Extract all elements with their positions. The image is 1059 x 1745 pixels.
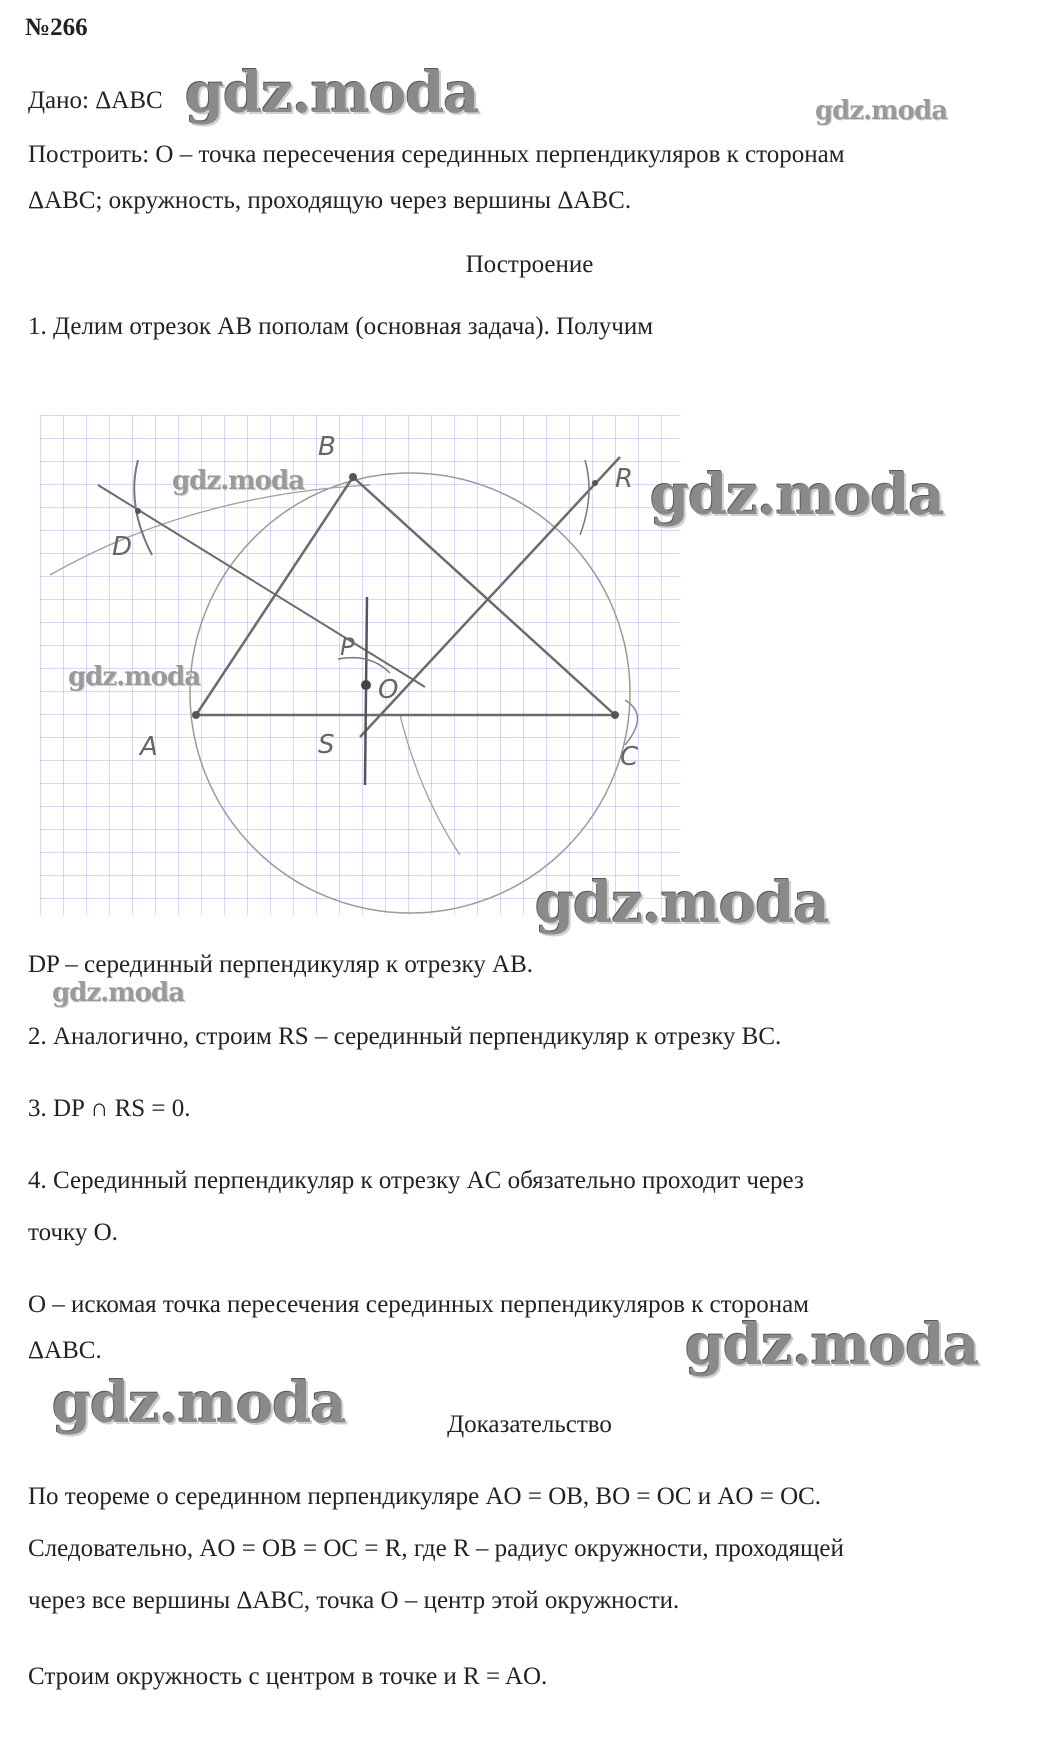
label-c: C [620, 742, 639, 772]
watermark: gdz.moda [815, 96, 948, 126]
point-d [135, 508, 141, 514]
step-2: 2. Аналогично, строим RS – серединный перпендикуляр к отрезку BC. [28, 1023, 782, 1050]
watermark: gdz.moda [52, 978, 185, 1008]
proof-line-3: через все вершины ΔABC, точка O – центр этой окружности. [28, 1587, 680, 1614]
proof-line-1: По теореме о серединном перпендикуляре AO = OB, BO = OC и AO = OC. [28, 1483, 822, 1510]
watermark: gdz.moda [68, 662, 201, 692]
step-1: 1. Делим отрезок AB пополам (основная задача). Получим [28, 313, 654, 340]
proof-line-2: Следовательно, AO = OB = OC = R, где R – радиус окружности, проходящей [28, 1535, 844, 1562]
construct-line-2: ΔABC; окружность, проходящую через вершины ΔABC. [28, 187, 632, 214]
label-o: O [378, 675, 399, 705]
label-s: S [318, 730, 335, 760]
step-4-line-1: 4. Серединный перпендикуляр к отрезку AC обязательно проходит через [28, 1167, 804, 1194]
result-line-1: O – искомая точка пересечения серединных перпендикуляров к сторонам [28, 1291, 810, 1318]
watermark: gdz.moda [650, 462, 944, 528]
step-3: 3. DP ∩ RS = 0. [28, 1095, 191, 1122]
point-o [361, 680, 371, 690]
watermark: gdz.moda [172, 466, 305, 496]
point-c [611, 711, 619, 719]
given-line: Дано: ΔABC [28, 87, 163, 114]
heading-construction: Построение [465, 251, 594, 278]
label-d: D [112, 532, 133, 562]
problem-number: №266 [25, 14, 88, 41]
point-a [192, 711, 200, 719]
watermark: gdz.moda [685, 1312, 979, 1378]
result-line-2: ΔABC. [28, 1337, 102, 1364]
point-b [349, 473, 357, 481]
label-b: B [318, 432, 336, 462]
final-line: Строим окружность с центром в точке и R = AO. [28, 1663, 548, 1690]
label-r: R [615, 464, 634, 494]
step-4-line-2: точку O. [28, 1219, 118, 1246]
watermark: gdz.moda [535, 870, 829, 936]
point-r [592, 480, 598, 486]
label-a: A [140, 732, 158, 762]
heading-proof: Доказательство [447, 1411, 612, 1438]
watermark: gdz.moda [185, 60, 479, 126]
label-p: P [340, 633, 355, 661]
construct-line-1: Построить: O – точка пересечения серединных перпендикуляров к сторонам [28, 141, 845, 168]
watermark: gdz.moda [52, 1370, 346, 1436]
dp-description: DP – серединный перпендикуляр к отрезку AB. [28, 951, 534, 978]
